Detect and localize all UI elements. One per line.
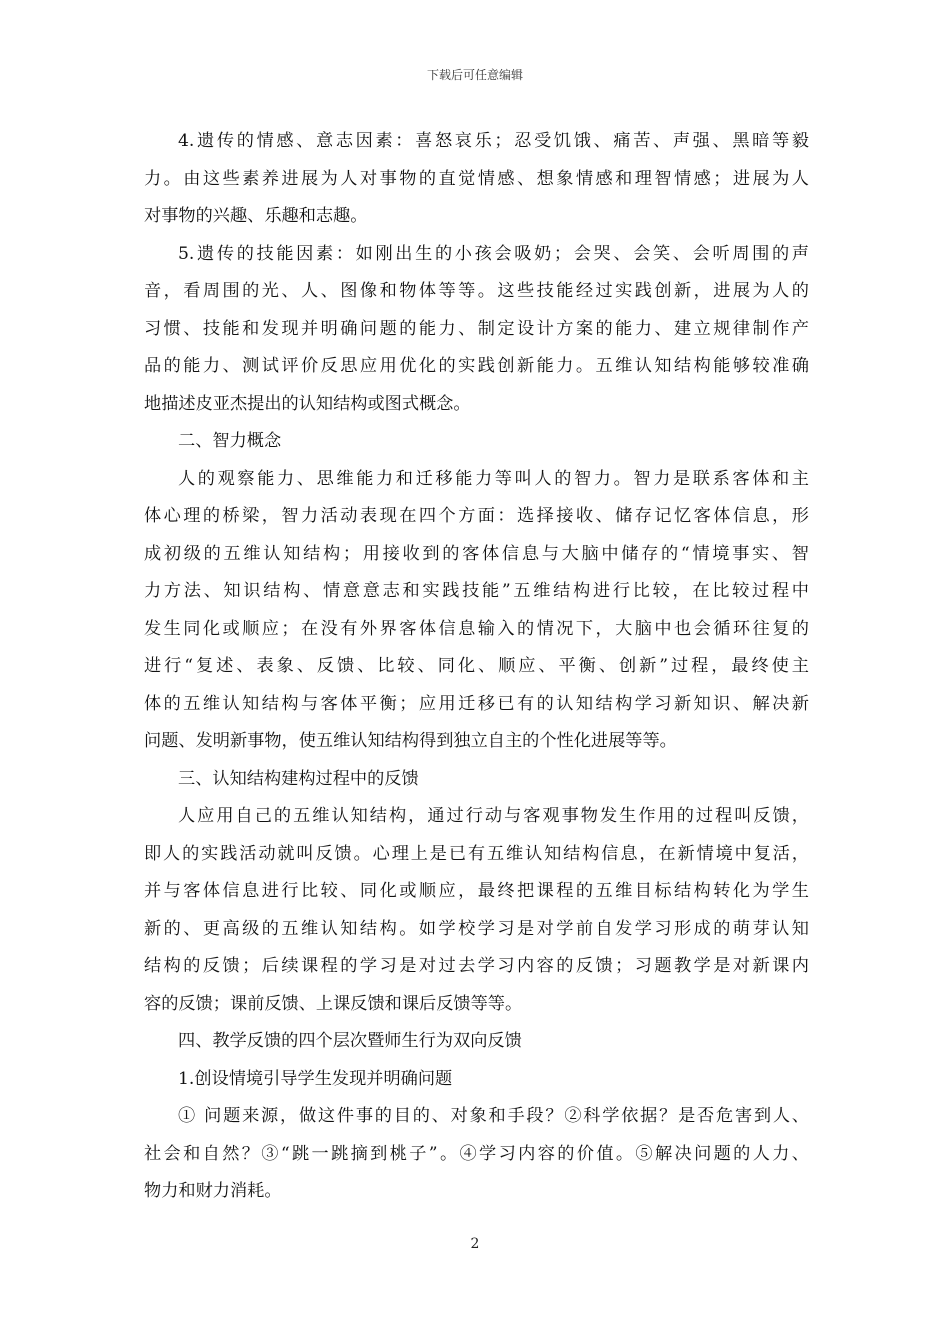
text-line: 结构的反馈；后续课程的学习是对过去学习内容的反馈；习题教学是对新课内: [144, 956, 809, 976]
text-line: 体心理的桥梁，智力活动表现在四个方面：选择接收、储存记忆客体信息，形: [144, 506, 809, 526]
paragraph: [144, 1098, 809, 1211]
text-line: 地描述皮亚杰提出的认知结构或图式概念。: [144, 393, 471, 414]
section-heading: [144, 423, 809, 461]
paragraph: [144, 123, 809, 236]
document-body: [144, 123, 809, 1211]
text-line: 品的能力、测试评价反思应用优化的实践创新能力。五维认知结构能够较准确: [144, 356, 809, 376]
text-line: 物力和财力消耗。: [144, 1181, 282, 1201]
text-line: 成初级的五维认知结构；用接收到的客体信息与大脑中储存的“情境事实、智: [144, 543, 809, 564]
text-line: 即人的实践活动就叫反馈。心理上是已有五维认知结构信息，在新情境中复活，: [144, 843, 809, 864]
paragraph: [144, 461, 809, 761]
text-line: 人的观察能力、思维能力和迁移能力等叫人的智力。智力是联系客体和主: [178, 468, 809, 489]
text-line: 习惯、技能和发现并明确问题的能力、制定设计方案的能力、建立规律制作产: [144, 318, 809, 339]
subsection-heading: [144, 1061, 809, 1099]
text-line: 进行“复述、表象、反馈、比较、同化、顺应、平衡、创新”过程，最终使主: [144, 656, 809, 676]
text-line: 音，看周围的光、人、图像和物体等等。这些技能经过实践创新，进展为人的: [144, 281, 809, 301]
page-header: 下载后可任意编辑: [426, 68, 523, 82]
heading-text: 三、认知结构建构过程中的反馈: [178, 768, 419, 789]
text-line: 体的五维认知结构与客体平衡；应用迁移已有的认知结构学习新知识、解决新: [144, 693, 809, 714]
text-line: 问题、发明新事物，使五维认知结构得到独立自主的个性化进展等等。: [144, 731, 677, 751]
text-line: 力方法、知识结构、情意意志和实践技能”五维结构进行比较，在比较过程中: [144, 581, 809, 601]
paragraph: [144, 798, 809, 1023]
text-line: ① 问题来源，做这件事的目的、对象和手段？②科学依据？是否危害到人、: [178, 1106, 809, 1126]
text-line: 力。由这些素养进展为人对事物的直觉情感、想象情感和理智情感；进展为人: [144, 168, 809, 189]
page-number: 2: [470, 1236, 480, 1252]
text-line: 5.遗传的技能因素：如刚出生的小孩会吸奶；会哭、会笑、会听周围的声: [178, 243, 809, 264]
heading-text: 四、教学反馈的四个层次暨师生行为双向反馈: [178, 1031, 522, 1051]
heading-text: 1.创设情境引导学生发现并明确问题: [178, 1068, 453, 1089]
section-heading: [144, 761, 809, 799]
text-line: 4.遗传的情感、意志因素：喜怒哀乐；忍受饥饿、痛苦、声强、黑暗等毅: [178, 131, 809, 151]
text-line: 容的反馈；课前反馈、上课反馈和课后反馈等等。: [144, 993, 523, 1014]
heading-text: 二、智力概念: [178, 431, 282, 451]
text-line: 社会和自然？③“跳一跳摘到桃子”。④学习内容的价值。⑤解决问题的人力、: [144, 1143, 809, 1164]
text-line: 对事物的兴趣、乐趣和志趣。: [144, 206, 368, 226]
text-line: 并与客体信息进行比较、同化或顺应，最终把课程的五维目标结构转化为学生: [144, 881, 809, 901]
text-line: 发生同化或顺应；在没有外界客体信息输入的情况下，大脑中也会循环往复的: [144, 618, 809, 639]
text-line: 人应用自己的五维认知结构，通过行动与客观事物发生作用的过程叫反馈，: [178, 806, 809, 826]
text-line: 新的、更高级的五维认知结构。如学校学习是对学前自发学习形成的萌芽认知: [144, 918, 809, 939]
paragraph: [144, 236, 809, 424]
section-heading: [144, 1023, 809, 1061]
